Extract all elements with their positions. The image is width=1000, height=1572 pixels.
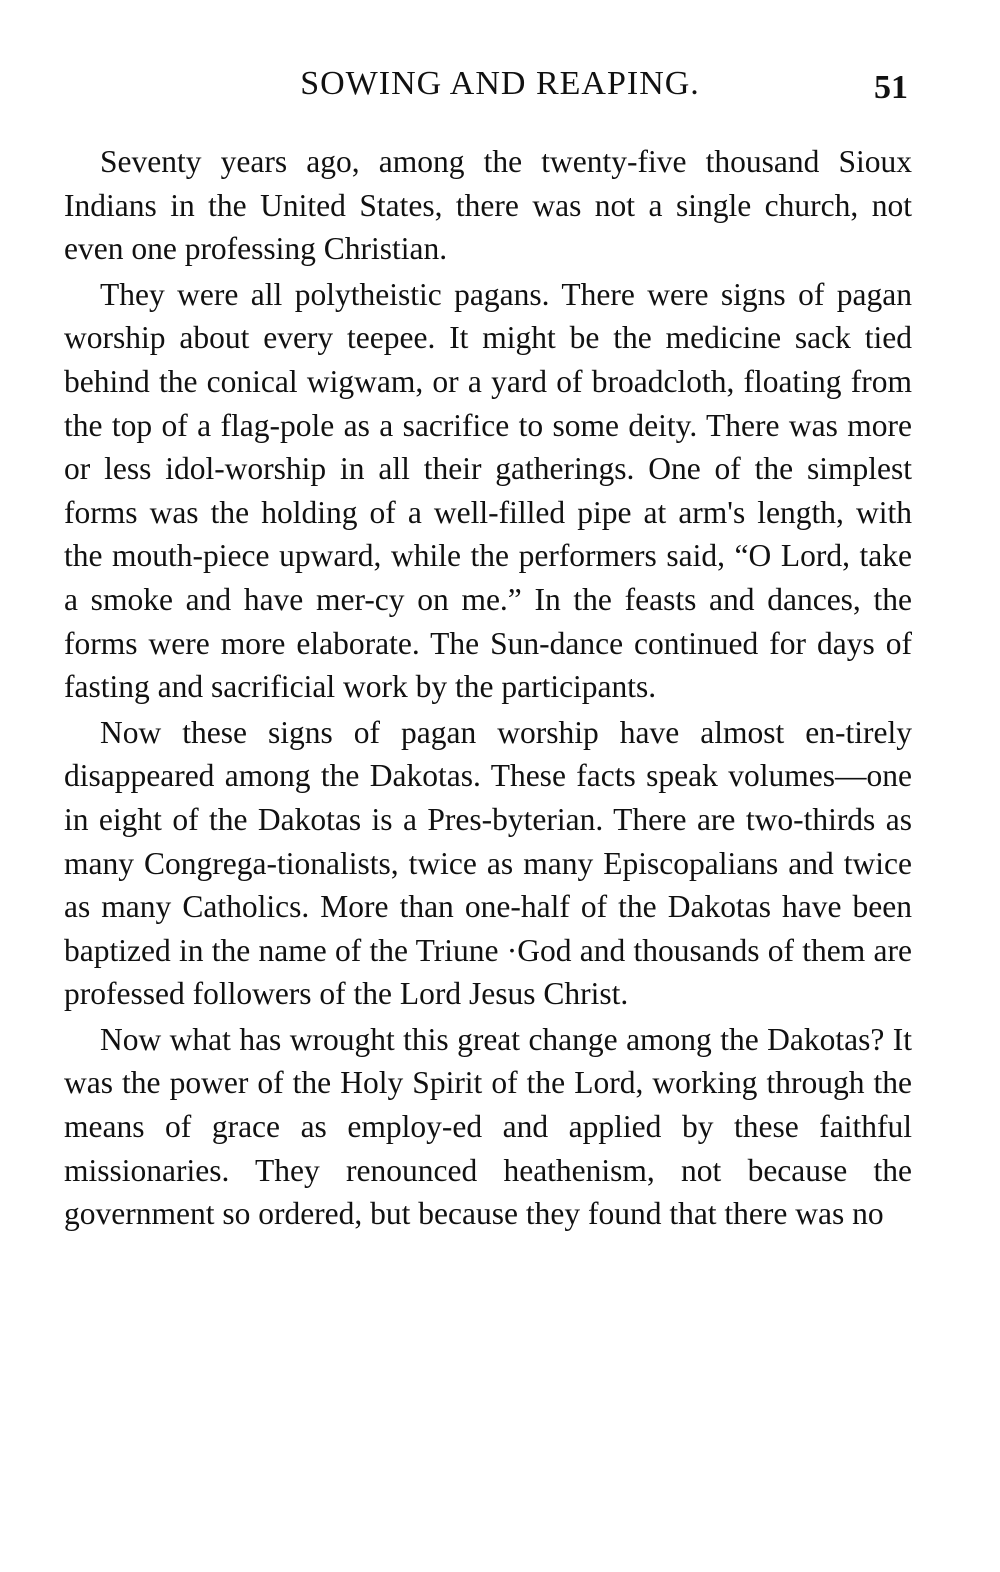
body-text: [64, 140, 912, 1236]
page-number: 51: [874, 69, 908, 106]
paragraph-signs-disappeared: Now these signs of pagan worship have almost en-tirely disappeared among the Dakotas. These facts speak volumes—one in eight of the Dakotas is a Pres-byterian. There are two-thirds as many Congrega-tionalists, twice as many Episcopalians and twice as many Catholics. More than one-half of the Dakotas have been baptized in the name of the Triune ·God and thousands of them are professed followers of the Lord Jesus Christ.: [64, 714, 912, 1012]
running-title: SOWING AND REAPING.: [300, 65, 700, 102]
paragraph-sioux-seventy-years: Seventy years ago, among the twenty-five thousand Sioux Indians in the United States, there was not a single church, not even one professing Christian.: [64, 144, 912, 267]
paragraph-great-change: Now what has wrought this great change among the Dakotas? It was the power of the Holy Spirit of the Lord, working through the means of grace as employ-ed and applied by these faithful missionaries. They renounced heathenism, not because the government so ordered, but because they found that there was no: [64, 1021, 912, 1232]
running-head: [0, 62, 1000, 112]
paragraph-pagan-worship: They were all polytheistic pagans. There were signs of pagan worship about every teepee. It might be the medicine sack tied behind the conical wigwam, or a yard of broadcloth, floating from the top of a flag-pole as a sacrifice to some deity. There was more or less idol-worship in all their gatherings. One of the simplest forms was the holding of a well-filled pipe at arm's length, with the mouth-piece upward, while the performers said, “O Lord, take a smoke and have mer-cy on me.” In the feasts and dances, the forms were more elaborate. The Sun-dance continued for days of fasting and sacrificial work by the participants.: [64, 276, 912, 705]
